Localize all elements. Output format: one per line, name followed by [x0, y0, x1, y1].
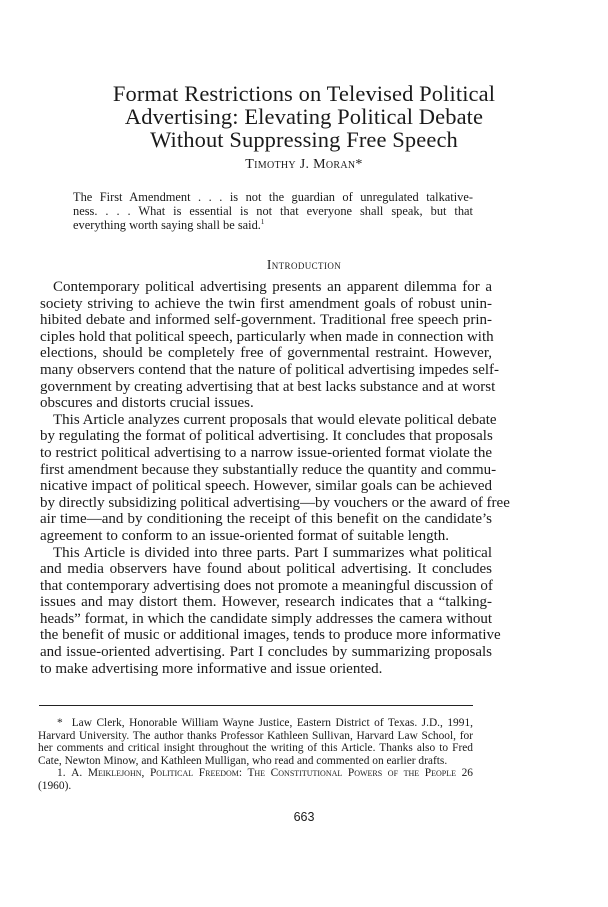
epigraph-line-text: everything worth saying shall be said.: [73, 218, 261, 233]
text-line: to restrict political advertising to a narrow issue-oriented format violate the: [40, 444, 492, 461]
cited-author: A. Meiklejohn,: [71, 767, 145, 779]
text-line: many observers contend that the nature of political advertising impedes self-: [40, 361, 500, 378]
author-byline: Timothy J. Moran*: [245, 157, 363, 172]
footnote-number: 1.: [57, 767, 66, 779]
text-line: that contemporary advertising does not promote a meaningful discussion of: [40, 577, 493, 594]
text-line: agreement to conform to an issue-oriented format of suitable length.: [40, 527, 450, 544]
title-line: Format Restrictions on Televised Political: [112, 81, 496, 106]
text-line: This Article is divided into three parts. Part I summarizes what political: [53, 544, 492, 561]
footnotes: [38, 717, 473, 792]
footnote-line: Cate, Newton Minow, and Kathleen Mulligan, who read and commented on earlier drafts.: [38, 754, 448, 767]
footnote-1: [38, 767, 473, 792]
text-line: the benefit of music or additional images, tends to produce more informative: [40, 627, 501, 644]
article-body: [40, 279, 510, 677]
text-line: heads” format, in which the candidate simply addresses the camera without: [40, 610, 492, 627]
text-line: by regulating the format of political advertising. It concludes that proposals: [40, 428, 493, 445]
footnote-line: Harvard University. The author thanks Professor Kathleen Sullivan, Harvard Law School, for: [38, 729, 473, 742]
footnote-reference[interactable]: 1: [260, 218, 265, 227]
footnote-author: [38, 717, 473, 767]
epigraph-quote: [73, 190, 473, 233]
text-line: government by creating advertising that at best lacks substance and at worst: [40, 378, 496, 395]
footnote-marker: *: [57, 717, 63, 729]
text-line: to make advertising more informative and issue oriented.: [40, 660, 383, 677]
paragraph: [40, 544, 501, 678]
page-number: 663: [293, 810, 315, 824]
pin-cite: 26: [461, 767, 473, 779]
footnote-line: [38, 767, 473, 780]
epigraph-line: ness. . . . What is essential is not that everyone shall speak, but that: [73, 204, 473, 219]
section-heading: Introduction: [266, 257, 342, 272]
footnote-line: her comments and critical insight throughout the writing of this Article. Thanks also to Fred: [38, 742, 473, 754]
text-line: air time—and by conditioning the receipt of this benefit on the candidate’s: [40, 511, 492, 528]
title-line: Without Suppressing Free Speech: [150, 127, 458, 152]
text-line: This Article analyzes current proposals that would elevate political debate: [53, 411, 497, 428]
text-line: and media observers have found about political advertising. It concludes: [40, 561, 492, 578]
paragraph: [40, 411, 510, 545]
text-line: ciples hold that political speech, particularly when made in connection with: [40, 328, 494, 345]
footnote-line-text: Law Clerk, Honorable William Wayne Justice, Eastern District of Texas. J.D., 1991,: [71, 717, 473, 729]
article-title: [40, 82, 568, 151]
text-line: by directly subsidizing political advertising—by vouchers or the award of free: [40, 494, 510, 511]
text-line: nicative impact of political speech. However, similar goals can be achieved: [40, 478, 492, 495]
text-line: issues and may distort them. However, research indicates that a “talking-: [40, 594, 492, 611]
footnote-line: [38, 717, 473, 730]
paragraph: [40, 279, 500, 412]
text-line: and issue-oriented advertising. Part I concludes by summarizing proposals: [40, 644, 492, 661]
epigraph-line: The First Amendment . . . is not the guardian of unregulated talkative-: [73, 190, 473, 204]
footnote-divider: [39, 705, 473, 706]
epigraph-line: [73, 218, 473, 232]
text-line: Contemporary political advertising presents an apparent dilemma for a: [53, 279, 492, 295]
footnote-line: (1960).: [38, 779, 72, 792]
text-line: first amendment because they substantially reduce the quantity and commu-: [40, 461, 497, 478]
text-line: society striving to achieve the twin first amendment goals of robust unin-: [40, 295, 492, 312]
text-line: hibited debate and informed self-government. Traditional free speech prin-: [40, 312, 492, 329]
cited-work-title: Political Freedom: The Constitutional Powers of the People: [149, 767, 456, 779]
text-line: obscures and distorts crucial issues.: [40, 395, 254, 412]
title-line: Advertising: Elevating Political Debate: [124, 104, 484, 129]
text-line: elections, should be completely free of governmental restraint. However,: [40, 345, 492, 362]
